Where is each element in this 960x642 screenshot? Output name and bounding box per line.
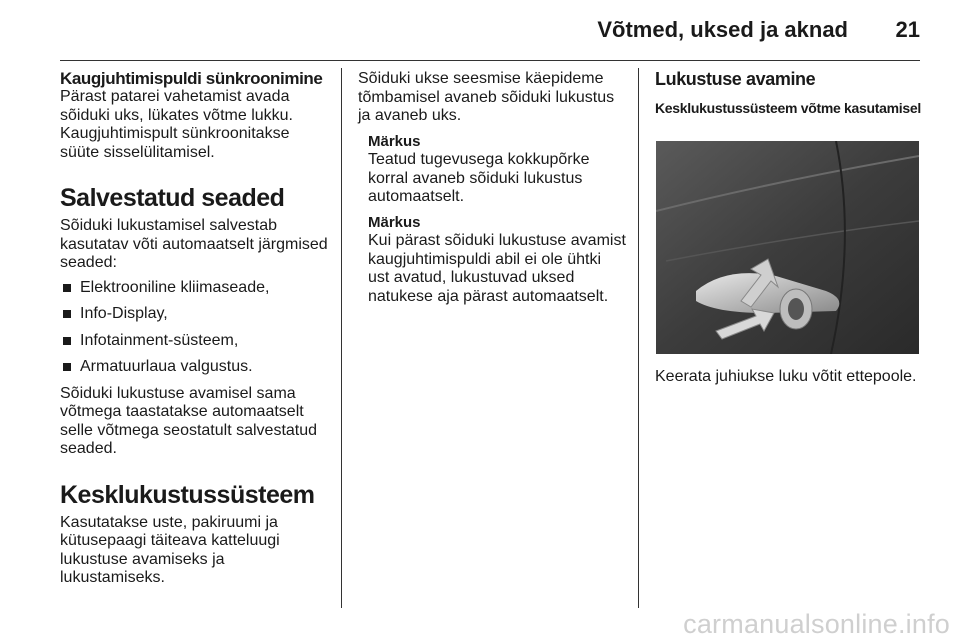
- saved-settings-list: [60, 279, 328, 377]
- saved-settings-intro: Sõiduki lukustamisel salvestab kasutatav võti automaatselt järgmised seaded:: [60, 217, 328, 271]
- column-divider: [638, 68, 639, 608]
- square-bullet-icon: [63, 310, 71, 318]
- note-text: Kui pärast sõiduki lukustuse avamist kaugjuhtimispuldi abil ei ole ühtki ust avatud, lukustuvad uksed natukese aja pärast automaatselt.: [368, 232, 626, 305]
- square-bullet-icon: [63, 363, 71, 371]
- figure-caption: Keerata juhiukse luku võtit ettepoole.: [655, 368, 917, 385]
- watermark-text: carmanualsonline.info: [683, 609, 950, 639]
- square-bullet-icon: [63, 337, 71, 345]
- central-locking-heading: Kesklukustussüsteem: [60, 480, 315, 509]
- list-item: Infotainment-süsteem,: [60, 332, 328, 351]
- central-locking-text: Kasutatakse uste, pakiruumi ja kütusepaagi täiteava katteluugi lukustuse avamiseks ja lukustamiseks.: [60, 513, 280, 586]
- sync-heading: Kaugjuhtimispuldi sünkroonimine: [60, 69, 323, 88]
- list-item: Elektrooniline kliimaseade,: [60, 279, 328, 298]
- saved-settings-outro: Sõiduki lukustuse avamisel sama võtmega taastatakse automaatselt selle võtmega seostatult salvestatud seaded.: [60, 384, 318, 457]
- note-label: Märkus: [368, 213, 421, 231]
- unlocking-heading: Lukustuse avamine: [655, 69, 816, 89]
- column-middle: [358, 70, 626, 306]
- note-text: Teatud tugevusega kokkupõrke korral avaneb sõiduki lukustus automaatselt.: [368, 151, 590, 205]
- column-divider: [341, 68, 342, 608]
- handle-intro: Sõiduki ukse seesmise käepideme tõmbamisel avaneb sõiduki lukustus ja avaneb uks.: [358, 70, 615, 124]
- unlocking-subheading: Kesklukustussüsteem võtme kasutamisel: [655, 100, 921, 116]
- column-left: [60, 70, 328, 588]
- saved-settings-heading: Salvestatud seaded: [60, 184, 285, 212]
- column-right: [655, 70, 923, 387]
- door-handle-key-illustration: [656, 141, 919, 354]
- square-bullet-icon: [63, 284, 71, 292]
- list-item: Armatuurlaua valgustus.: [60, 358, 328, 377]
- page-header: [60, 0, 920, 61]
- page-number: 21: [895, 17, 920, 42]
- section-title: Võtmed, uksed ja aknad: [597, 17, 848, 42]
- sync-text: Pärast patarei vahetamist avada sõiduki uks, lükates võtme lukku. Kaugjuhtimispult sünkroonitakse süüte sisselülitamisel.: [60, 88, 293, 161]
- note-block: [368, 133, 626, 207]
- list-item: Info-Display,: [60, 305, 328, 324]
- note-block: [368, 214, 626, 307]
- note-label: Märkus: [368, 132, 421, 150]
